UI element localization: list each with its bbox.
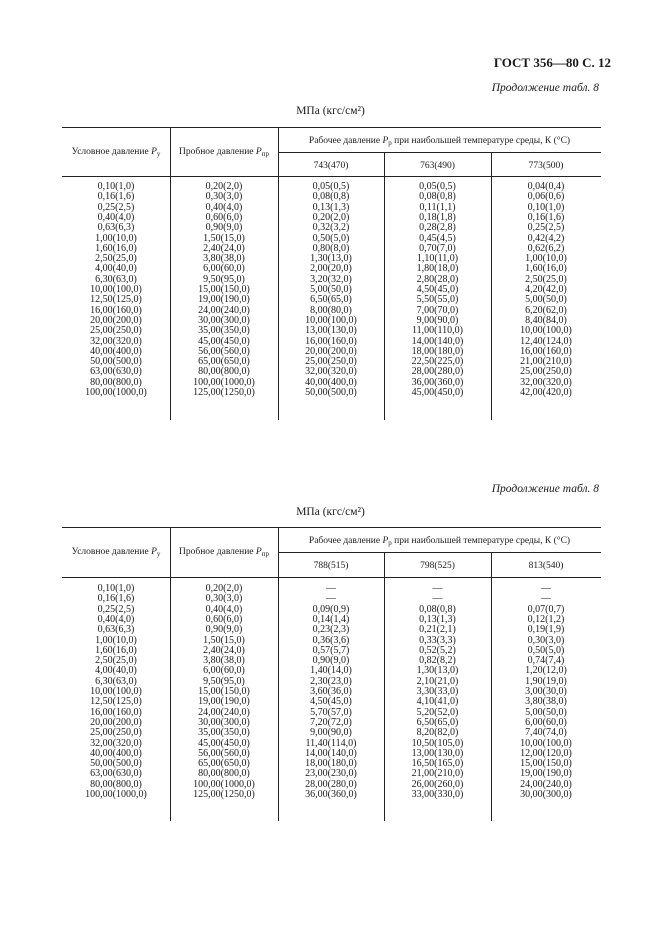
column-header-test-pressure: Пробное давление $P_{пр}$: [179, 547, 269, 558]
working-pressure-cell: 0,62(6,2): [527, 242, 565, 254]
working-pressure-cell: 2,50(25,0): [525, 273, 567, 285]
table-row: [62, 223, 601, 233]
test-pressure-cell: 1,50(15,0): [203, 232, 245, 244]
working-pressure-cell: 0,06(0,6): [527, 191, 565, 203]
working-pressure-cell: 28,00(280,0): [305, 778, 357, 790]
nominal-pressure-cell: 4,00(40,0): [95, 665, 137, 677]
working-pressure-cell: 1,00(10,0): [525, 253, 567, 265]
working-pressure-cell: 1,90(19,0): [525, 675, 567, 687]
nominal-pressure-cell: 10,00(100,0): [90, 686, 142, 697]
working-pressure-cell: 5,00(50,0): [310, 284, 352, 295]
nominal-pressure-cell: 25,00(250,0): [90, 325, 142, 337]
working-pressure-cell: 0,05(0,5): [312, 181, 350, 192]
working-pressure-cell: 0,82(8,2): [419, 655, 456, 667]
working-pressure-cell: 3,20(32,0): [310, 273, 352, 285]
nominal-pressure-cell: 1,60(16,0): [95, 644, 137, 656]
test-pressure-cell: 0,20(2,0): [205, 181, 243, 192]
test-pressure-cell: 0,60(6,0): [205, 613, 243, 625]
test-pressure-cell: 2,40(24,0): [203, 242, 245, 254]
test-pressure-cell: 56,00(560,0): [198, 345, 250, 357]
nominal-pressure-cell: 20,00(200,0): [90, 314, 142, 326]
nominal-pressure-cell: 20,00(200,0): [90, 716, 142, 728]
working-pressure-cell: 8,20(82,0): [416, 727, 459, 739]
test-pressure-cell: 56,00(560,0): [198, 747, 250, 759]
temperature-header: 743(470): [313, 161, 349, 171]
working-pressure-cell: 5,70(57,0): [310, 706, 352, 718]
working-pressure-cell: 0,32(3,2): [312, 222, 350, 234]
working-pressure-cell: 28,00(280,0): [411, 366, 464, 378]
nominal-pressure-cell: 0,10(1,0): [97, 181, 135, 192]
working-pressure-cell: 8,00(80,0): [310, 304, 352, 316]
nominal-pressure-cell: 0,40(4,0): [97, 613, 135, 625]
nominal-pressure-cell: 4,00(40,0): [95, 263, 137, 275]
working-pressure-cell: 19,00(190,0): [520, 768, 572, 780]
working-pressure-cell: 9,00(90,0): [310, 727, 352, 739]
test-pressure-cell: 45,00(450,0): [198, 737, 250, 749]
table-row: [62, 388, 601, 398]
working-pressure-cell: 0,14(1,4): [312, 613, 350, 625]
test-pressure-cell: 3,80(38,0): [203, 253, 245, 265]
working-pressure-cell: 3,00(30,0): [525, 686, 567, 697]
working-pressure-cell: 0,21(2,1): [419, 624, 456, 636]
working-pressure-cell: 4,20(42,0): [525, 284, 567, 295]
working-pressure-cell: 24,00(240,0): [520, 778, 572, 790]
nominal-pressure-cell: 32,00(320,0): [90, 335, 142, 347]
working-pressure-cell: 0,80(8,0): [312, 242, 350, 254]
test-pressure-cell: 100,00(1000,0): [193, 376, 255, 388]
working-pressure-cell: 0,50(5,0): [312, 232, 350, 244]
working-pressure-cell: 23,00(230,0): [305, 768, 357, 780]
working-pressure-cell: 0,36(3,6): [312, 634, 350, 646]
working-pressure-cell: 8,40(84,0): [525, 314, 567, 326]
test-pressure-cell: 1,50(15,0): [203, 634, 245, 646]
working-pressure-cell: 9,00(90,0): [416, 314, 459, 326]
working-pressure-cell: 10,00(100,0): [520, 737, 572, 749]
nominal-pressure-cell: 12,50(125,0): [90, 696, 142, 708]
working-pressure-cell: 0,05(0,5): [419, 181, 456, 192]
temperature-header: 763(490): [420, 161, 455, 171]
test-pressure-cell: 19,00(190,0): [198, 294, 250, 306]
test-pressure-cell: 35,00(350,0): [198, 727, 250, 739]
nominal-pressure-cell: 100,00(1000,0): [85, 789, 147, 800]
table-top-rule: [62, 527, 601, 528]
temperature-header: 773(500): [528, 161, 564, 171]
working-pressure-cell: 11,00(110,0): [412, 325, 463, 337]
working-pressure-cell: 0,08(0,8): [419, 191, 456, 203]
working-pressure-cell: 0,04(0,4): [527, 181, 565, 192]
pressure-table: [62, 127, 601, 420]
working-pressure-cell: 5,50(55,0): [416, 294, 459, 306]
nominal-pressure-cell: 2,50(25,0): [95, 655, 137, 667]
working-pressure-cell: 7,40(74,0): [525, 727, 567, 739]
nominal-pressure-cell: 25,00(250,0): [90, 727, 142, 739]
test-pressure-cell: 100,00(1000,0): [193, 778, 255, 790]
test-pressure-cell: 0,30(3,0): [205, 593, 243, 605]
nominal-pressure-cell: 1,00(10,0): [95, 232, 137, 244]
header-bottom-rule: [62, 176, 601, 177]
test-pressure-cell: 24,00(240,0): [198, 706, 250, 718]
working-pressure-cell: 0,42(4,2): [527, 232, 565, 244]
nominal-pressure-cell: 6,30(63,0): [95, 675, 137, 687]
column-header-test-pressure: Пробное давление $P_{пр}$: [179, 147, 269, 158]
working-pressure-cell: 0,50(5,0): [527, 644, 565, 656]
test-pressure-cell: 65,00(650,0): [198, 758, 250, 770]
continuation-label: Продолжение табл. 8: [491, 82, 599, 94]
working-pressure-cell: 16,00(160,0): [305, 335, 357, 347]
working-pressure-cell: 0,57(5,7): [312, 644, 350, 656]
test-pressure-cell: 0,90(9,0): [205, 624, 243, 636]
test-pressure-cell: 0,40(4,0): [205, 201, 243, 213]
working-pressure-cell: 6,20(62,0): [525, 304, 567, 316]
pressure-table: [62, 527, 601, 821]
working-pressure-cell: 0,74(7,4): [527, 655, 565, 667]
test-pressure-cell: 6,00(60,0): [203, 665, 245, 677]
working-pressure-cell: 0,25(2,5): [527, 222, 565, 234]
working-pressure-cell: 2,10(21,0): [416, 675, 459, 687]
working-pressure-cell: 1,60(16,0): [525, 263, 567, 275]
working-pressure-cell: 13,00(130,0): [305, 325, 357, 337]
nominal-pressure-cell: 2,50(25,0): [95, 253, 137, 265]
working-pressure-cell: 4,10(41,0): [416, 696, 459, 708]
working-pressure-cell: 0,08(0,8): [312, 191, 350, 203]
test-pressure-cell: 24,00(240,0): [198, 304, 250, 316]
test-pressure-cell: 0,20(2,0): [205, 583, 243, 594]
continuation-label: Продолжение табл. 8: [491, 483, 599, 495]
test-pressure-cell: 9,50(95,0): [203, 273, 245, 285]
working-pressure-cell: 0,33(3,3): [419, 634, 456, 646]
working-pressure-cell: 1,30(13,0): [310, 253, 352, 265]
test-pressure-cell: 35,00(350,0): [198, 325, 250, 337]
nominal-pressure-cell: 63,00(630,0): [90, 768, 142, 780]
working-pressure-cell: 7,00(70,0): [416, 304, 459, 316]
nominal-pressure-cell: 0,16(1,6): [97, 593, 135, 605]
working-pressure-cell: 1,20(12,0): [525, 665, 567, 677]
working-pressure-cell: 0,70(7,0): [419, 242, 456, 254]
working-pressure-cell: 6,00(60,0): [525, 716, 567, 728]
working-pressure-cell: 12,40(124,0): [520, 335, 572, 347]
table-row: [62, 790, 601, 800]
working-pressure-cell: 14,00(140,0): [411, 335, 464, 347]
working-pressure-cell: —: [432, 583, 443, 594]
test-pressure-cell: 9,50(95,0): [203, 675, 245, 687]
working-pressure-cell: 0,13(1,3): [419, 613, 456, 625]
working-pressure-cell: 4,50(45,0): [416, 284, 459, 295]
working-pressure-cell: 33,00(330,0): [411, 789, 464, 800]
working-pressure-cell: 0,18(1,8): [419, 211, 456, 223]
header-bottom-rule: [62, 577, 601, 578]
working-pressure-cell: —: [541, 593, 551, 605]
working-pressure-cell: 13,00(130,0): [411, 747, 464, 759]
temperature-header: 788(515): [313, 561, 349, 571]
test-pressure-cell: 6,00(60,0): [203, 263, 245, 275]
working-pressure-cell: 0,07(0,7): [527, 603, 565, 615]
working-pressure-cell: 25,00(250,0): [305, 356, 357, 368]
test-pressure-cell: 30,00(300,0): [198, 716, 250, 728]
working-pressure-cell: 18,00(180,0): [305, 758, 357, 770]
working-pressure-cell: 16,00(160,0): [520, 345, 572, 357]
nominal-pressure-cell: 50,00(500,0): [90, 356, 142, 368]
working-pressure-cell: 10,00(100,0): [520, 325, 572, 337]
working-pressure-cell: 5,20(52,0): [416, 706, 459, 718]
working-pressure-cell: 0,23(2,3): [312, 624, 350, 636]
test-pressure-cell: 15,00(150,0): [198, 686, 250, 697]
nominal-pressure-cell: 80,00(800,0): [90, 778, 142, 790]
test-pressure-cell: 125,00(1250,0): [193, 387, 255, 398]
test-pressure-cell: 45,00(450,0): [198, 335, 250, 347]
working-pressure-cell: 0,10(1,0): [527, 201, 565, 213]
table-top-rule: [62, 127, 601, 128]
working-pressure-cell: —: [326, 583, 336, 594]
test-pressure-cell: 3,80(38,0): [203, 655, 245, 667]
working-pressure-cell: —: [541, 583, 551, 594]
nominal-pressure-cell: 16,00(160,0): [90, 304, 142, 316]
working-pressure-cell: 1,10(11,0): [416, 253, 459, 265]
working-pressure-cell: 5,00(50,0): [525, 294, 567, 306]
working-pressure-cell: 40,00(400,0): [305, 376, 357, 388]
working-pressure-cell: 0,13(1,3): [312, 201, 350, 213]
working-pressure-cell: 2,00(20,0): [310, 263, 352, 275]
test-pressure-cell: 15,00(150,0): [198, 284, 250, 295]
group-header-working-pressure: Рабочее давление $P_р$ при наибольшей температуре среды, К (°С): [308, 536, 571, 547]
nominal-pressure-cell: 16,00(160,0): [90, 706, 142, 718]
unit-label: МПа (кгс/см²): [296, 105, 365, 117]
working-pressure-cell: 0,09(0,9): [312, 603, 350, 615]
working-pressure-cell: 3,30(33,0): [416, 686, 459, 697]
working-pressure-cell: 26,00(260,0): [411, 778, 464, 790]
working-pressure-cell: 10,50(105,0): [411, 737, 464, 749]
working-pressure-cell: 11,40(114,0): [305, 737, 357, 749]
test-pressure-cell: 65,00(650,0): [198, 356, 250, 368]
nominal-pressure-cell: 0,25(2,5): [97, 201, 135, 213]
nominal-pressure-cell: 1,00(10,0): [95, 634, 137, 646]
working-pressure-cell: 0,19(1,9): [527, 624, 565, 636]
test-pressure-cell: 0,60(6,0): [205, 211, 243, 223]
working-pressure-cell: 0,08(0,8): [419, 603, 456, 615]
group-header-rule: [278, 152, 601, 153]
nominal-pressure-cell: 0,63(6,3): [97, 624, 135, 636]
page-header: ГОСТ 356—80 С. 12: [493, 55, 611, 70]
nominal-pressure-cell: 100,00(1000,0): [85, 387, 147, 398]
temperature-header: 798(525): [420, 561, 455, 571]
test-pressure-cell: 0,90(9,0): [205, 222, 243, 234]
working-pressure-cell: —: [432, 593, 443, 605]
working-pressure-cell: 50,00(500,0): [305, 387, 357, 398]
working-pressure-cell: 36,00(360,0): [305, 789, 357, 800]
unit-label: МПа (кгс/см²): [296, 506, 365, 518]
nominal-pressure-cell: 10,00(100,0): [90, 284, 142, 295]
nominal-pressure-cell: 40,00(400,0): [90, 747, 142, 759]
working-pressure-cell: 1,80(18,0): [416, 263, 459, 275]
working-pressure-cell: 1,30(13,0): [416, 665, 459, 677]
temperature-header: 813(540): [528, 561, 564, 571]
nominal-pressure-cell: 40,00(400,0): [90, 345, 142, 357]
working-pressure-cell: 42,00(420,0): [520, 387, 572, 398]
nominal-pressure-cell: 50,00(500,0): [90, 758, 142, 770]
working-pressure-cell: 6,50(65,0): [310, 294, 352, 306]
working-pressure-cell: 21,00(210,0): [411, 768, 464, 780]
working-pressure-cell: 10,00(100,0): [305, 314, 357, 326]
working-pressure-cell: 1,40(14,0): [310, 665, 352, 677]
working-pressure-cell: 15,00(150,0): [520, 758, 572, 770]
test-pressure-cell: 80,00(800,0): [198, 768, 250, 780]
group-header-rule: [278, 552, 601, 553]
nominal-pressure-cell: 6,30(63,0): [95, 273, 137, 285]
working-pressure-cell: 4,50(45,0): [310, 696, 352, 708]
working-pressure-cell: 0,11(1,1): [419, 201, 456, 213]
test-pressure-cell: 0,30(3,0): [205, 191, 243, 203]
working-pressure-cell: 0,52(5,2): [419, 644, 456, 656]
working-pressure-cell: 30,00(300,0): [520, 789, 572, 800]
nominal-pressure-cell: 0,16(1,6): [97, 191, 135, 203]
nominal-pressure-cell: 32,00(320,0): [90, 737, 142, 749]
working-pressure-cell: 7,20(72,0): [310, 716, 352, 728]
working-pressure-cell: 3,80(38,0): [525, 696, 567, 708]
working-pressure-cell: 18,00(180,0): [411, 345, 464, 357]
working-pressure-cell: 14,00(140,0): [305, 747, 357, 759]
test-pressure-cell: 2,40(24,0): [203, 644, 245, 656]
nominal-pressure-cell: 0,10(1,0): [97, 583, 135, 594]
working-pressure-cell: 16,50(165,0): [411, 758, 464, 770]
working-pressure-cell: 0,12(1,2): [527, 613, 565, 625]
test-pressure-cell: 80,00(800,0): [198, 366, 250, 378]
nominal-pressure-cell: 0,40(4,0): [97, 211, 135, 223]
table-row: [62, 728, 601, 738]
column-header-nominal-pressure: Условное давление $P_у$: [71, 147, 161, 158]
working-pressure-cell: 22,50(225,0): [411, 356, 464, 368]
nominal-pressure-cell: 63,00(630,0): [90, 366, 142, 378]
working-pressure-cell: 21,00(210,0): [520, 356, 572, 368]
test-pressure-cell: 30,00(300,0): [198, 314, 250, 326]
working-pressure-cell: 3,60(36,0): [310, 686, 352, 697]
working-pressure-cell: 45,00(450,0): [411, 387, 464, 398]
working-pressure-cell: 0,20(2,0): [312, 211, 350, 223]
working-pressure-cell: 2,80(28,0): [416, 273, 459, 285]
working-pressure-cell: 6,50(65,0): [416, 716, 459, 728]
working-pressure-cell: 20,00(200,0): [305, 345, 357, 357]
working-pressure-cell: 12,00(120,0): [520, 747, 572, 759]
nominal-pressure-cell: 0,25(2,5): [97, 603, 135, 615]
test-pressure-cell: 0,40(4,0): [205, 603, 243, 615]
working-pressure-cell: 36,00(360,0): [411, 376, 464, 388]
working-pressure-cell: 32,00(320,0): [305, 366, 357, 378]
working-pressure-cell: 0,30(3,0): [527, 634, 565, 646]
working-pressure-cell: 0,16(1,6): [527, 211, 565, 223]
table-row: [62, 326, 601, 336]
working-pressure-cell: 0,45(4,5): [419, 232, 456, 244]
column-header-nominal-pressure: Условное давление $P_у$: [71, 547, 161, 558]
working-pressure-cell: —: [326, 593, 336, 605]
test-pressure-cell: 19,00(190,0): [198, 696, 250, 708]
test-pressure-cell: 125,00(1250,0): [193, 789, 255, 800]
table-row: [62, 625, 601, 635]
working-pressure-cell: 32,00(320,0): [520, 376, 572, 388]
working-pressure-cell: 25,00(250,0): [520, 366, 572, 378]
nominal-pressure-cell: 80,00(800,0): [90, 376, 142, 388]
working-pressure-cell: 2,30(23,0): [310, 675, 352, 687]
nominal-pressure-cell: 0,63(6,3): [97, 222, 135, 234]
nominal-pressure-cell: 12,50(125,0): [90, 294, 142, 306]
working-pressure-cell: 0,90(9,0): [312, 655, 350, 667]
working-pressure-cell: 5,00(50,0): [525, 706, 567, 718]
group-header-working-pressure: Рабочее давление $P_р$ при наибольшей температуре среды, К (°С): [308, 136, 571, 147]
nominal-pressure-cell: 1,60(16,0): [95, 242, 137, 254]
working-pressure-cell: 0,28(2,8): [419, 222, 456, 234]
